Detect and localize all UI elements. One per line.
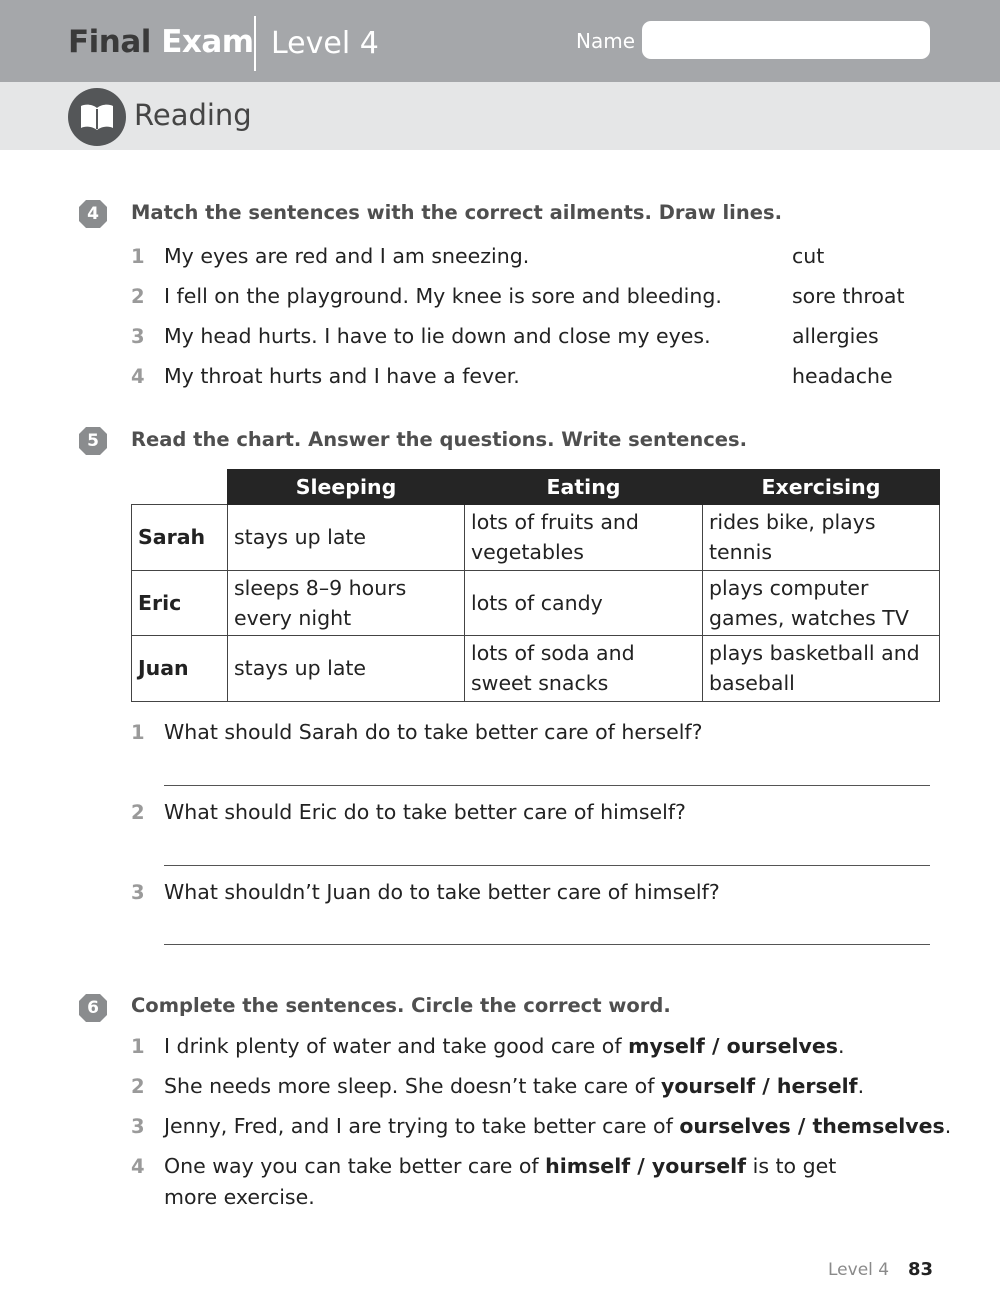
table-row (132, 636, 940, 702)
sentence: I drink plenty of water and take good care of myself / ourselves. (164, 1034, 845, 1058)
row-name: Eric (132, 570, 228, 636)
word-options[interactable]: yourself / herself (660, 1074, 858, 1098)
section-heading: Reading (134, 98, 252, 132)
chart-corner (132, 470, 228, 505)
item-number: 3 (131, 325, 145, 348)
section-6-instruction: Complete the sentences. Circle the correct word. (131, 994, 671, 1017)
table-row (132, 570, 940, 636)
table-row (132, 505, 940, 571)
chart-header-row (132, 470, 940, 505)
cell-eating: lots of candy (465, 570, 703, 636)
item-number: 1 (131, 1035, 145, 1058)
cell-sleeping: sleeps 8–9 hours every night (228, 570, 465, 636)
word-options[interactable]: ourselves / themselves (679, 1114, 945, 1138)
item-number: 3 (131, 1115, 145, 1138)
footer-level: Level 4 (828, 1260, 890, 1280)
chart-header-exercising: Exercising (703, 470, 940, 505)
cell-exercising: plays basketball and baseball (703, 636, 940, 702)
word-options[interactable]: himself / yourself (545, 1154, 747, 1178)
sentence: Jenny, Fred, and I are trying to take better care of ourselves / themselves. (164, 1114, 952, 1138)
section-4-instruction: Match the sentences with the correct ailments. Draw lines. (131, 201, 782, 224)
book-icon (68, 88, 126, 146)
question-text: What should Sarah do to take better care of herself? (164, 720, 703, 744)
match-sentence: My throat hurts and I have a fever. (164, 364, 520, 388)
habits-chart (131, 469, 940, 702)
item-number: 3 (131, 881, 145, 904)
cell-exercising: plays computer games, watches TV (703, 570, 940, 636)
exam-title: Final Exam (68, 24, 254, 60)
sentence-continuation: more exercise. (164, 1185, 315, 1209)
section-6-badge: 6 (78, 993, 108, 1023)
item-number: 1 (131, 245, 145, 268)
answer-line[interactable] (164, 785, 930, 786)
exam-level: Level 4 (271, 26, 379, 61)
cell-eating: lots of fruits and vegetables (465, 505, 703, 571)
section-5-badge: 5 (78, 426, 108, 456)
section-5-instruction: Read the chart. Answer the questions. Write sentences. (131, 428, 748, 451)
item-number: 2 (131, 285, 145, 308)
ailment-option[interactable]: cut (792, 244, 825, 268)
sentence: She needs more sleep. She doesn’t take care of yourself / herself. (164, 1074, 865, 1098)
ailment-option[interactable]: allergies (792, 324, 879, 348)
question-text: What should Eric do to take better care of himself? (164, 800, 686, 824)
answer-line[interactable] (164, 865, 930, 866)
section-4-badge: 4 (78, 199, 108, 229)
cell-sleeping: stays up late (228, 636, 465, 702)
row-name: Sarah (132, 505, 228, 571)
cell-eating: lots of soda and sweet snacks (465, 636, 703, 702)
word-options[interactable]: myself / ourselves (628, 1034, 839, 1058)
row-name: Juan (132, 636, 228, 702)
match-sentence: My eyes are red and I am sneezing. (164, 244, 530, 268)
page-number: 83 (908, 1259, 934, 1280)
item-number: 4 (131, 1155, 145, 1178)
answer-line[interactable] (164, 944, 930, 945)
cell-sleeping: stays up late (228, 505, 465, 571)
chart-header-sleeping: Sleeping (228, 470, 465, 505)
sentence: One way you can take better care of himself / yourself is to get (164, 1154, 837, 1178)
ailment-option[interactable]: headache (792, 364, 893, 388)
item-number: 1 (131, 721, 145, 744)
title-divider (254, 16, 256, 71)
chart-header-eating: Eating (465, 470, 703, 505)
item-number: 2 (131, 1075, 145, 1098)
cell-exercising: rides bike, plays tennis (703, 505, 940, 571)
match-sentence: My head hurts. I have to lie down and close my eyes. (164, 324, 711, 348)
name-label: Name (576, 29, 636, 53)
name-input[interactable] (642, 21, 930, 59)
item-number: 2 (131, 801, 145, 824)
match-sentence: I fell on the playground. My knee is sore and bleeding. (164, 284, 722, 308)
ailment-option[interactable]: sore throat (792, 284, 905, 308)
question-text: What shouldn’t Juan do to take better care of himself? (164, 880, 720, 904)
item-number: 4 (131, 365, 145, 388)
